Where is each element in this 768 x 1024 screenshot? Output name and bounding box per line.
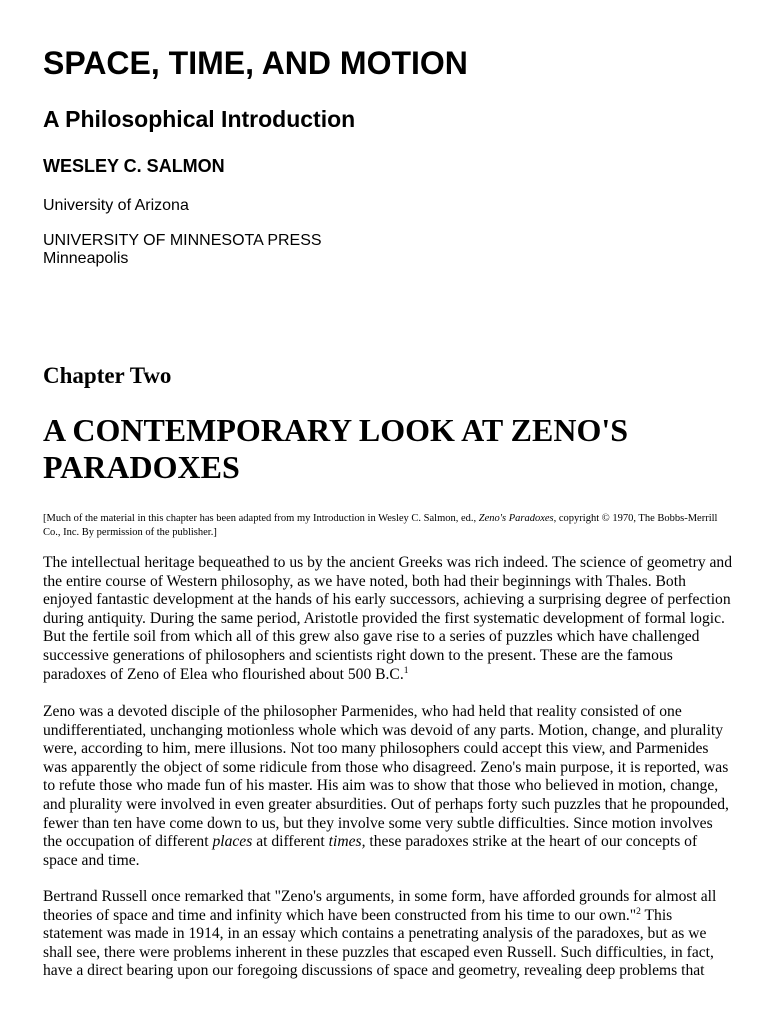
footnote-ref-2[interactable]: 2 — [636, 906, 641, 917]
paragraph-text: Zeno was a devoted disciple of the philosopher Parmenides, who had held that reality consisted of one undifferentiated, unchanging motionless whole which was devoid of any parts. Motion, change, and plurality were, according to him, mere illusions. Not too many philosophers could accept this view, and Parmenides was apparently the object of some ridicule from those who disagreed. Zeno's main purpose, it is reported, was to refute those who made fun of his master. His aim was to show that those who believed in motion, change, and plurality were involved in even greater absurdities. Out of perhaps forty such puzzles that he propounded, fewer than ten have come down to us, but they involve some very subtle difficulties. Since motion involves the occupation of different — [43, 703, 729, 851]
emphasis-times: times, — [328, 833, 366, 851]
publisher-block — [43, 232, 322, 268]
chapter-label: Chapter Two — [43, 363, 172, 388]
paragraph-text: The intellectual heritage bequeathed to us by the ancient Greeks was rich indeed. The science of geometry and the entire course of Western philosophy, as we have noted, both had their beginnings with Thales. Both enjoyed fantastic development at the hands of his early successors, achieving a surprising degree of perfection during antiquity. During the same period, Aristotle provided the first systematic development of formal logic. But the fertile soil from which all of this grew also gave rise to a series of puzzles which have challenged successive generations of philosophers and scientists right down to the present. These are the famous paradoxes of Zeno of Elea who flourished about 500 B.C. — [43, 554, 733, 683]
source-note-text-end: , copyright © 1970, The Bobbs-Merrill Co., Inc. By permission of the publisher.] — [43, 513, 718, 538]
body-paragraph-2 — [43, 703, 733, 870]
footnote-ref-1[interactable]: 1 — [403, 665, 409, 676]
chapter-title: A CONTEMPORARY LOOK AT ZENO'S PARADOXES — [43, 412, 629, 485]
source-note — [43, 512, 733, 540]
paragraph-text: Bertrand Russell once remarked that "Zeno's arguments, in some form, have afforded grounds for almost all theories of space and time and infinity which have been constructed from his time to our own." — [43, 888, 717, 924]
paragraph-text: at different — [252, 833, 329, 851]
paragraph-text: This statement was made in 1914, in an essay which contains a penetrating analysis of the paradoxes, but as we shall see, there were problems inherent in these puzzles that escaped even Russell. Such difficulties, in fact, have a direct bearing upon our foregoing discussions of space and geometry, revealing deep problems that — [43, 906, 714, 980]
emphasis-places: places — [212, 833, 253, 851]
author-affiliation: University of Arizona — [43, 197, 189, 214]
book-subtitle: A Philosophical Introduction — [43, 106, 356, 132]
source-note-text: [Much of the material in this chapter has been adapted from my Introduction in Wesley C. Salmon, ed., — [43, 513, 479, 524]
paragraph-text: these paradoxes strike at the heart of our concepts of space and time. — [43, 833, 698, 869]
publisher-name: UNIVERSITY OF MINNESOTA PRESS — [43, 232, 322, 249]
body-paragraph-3 — [43, 888, 733, 981]
body-paragraph-1 — [43, 554, 733, 684]
author-name: WESLEY C. SALMON — [43, 156, 225, 176]
book-title: SPACE, TIME, AND MOTION — [43, 45, 468, 81]
publisher-city: Minneapolis — [43, 250, 129, 267]
source-note-book-title: Zeno's Paradoxes — [478, 513, 554, 524]
